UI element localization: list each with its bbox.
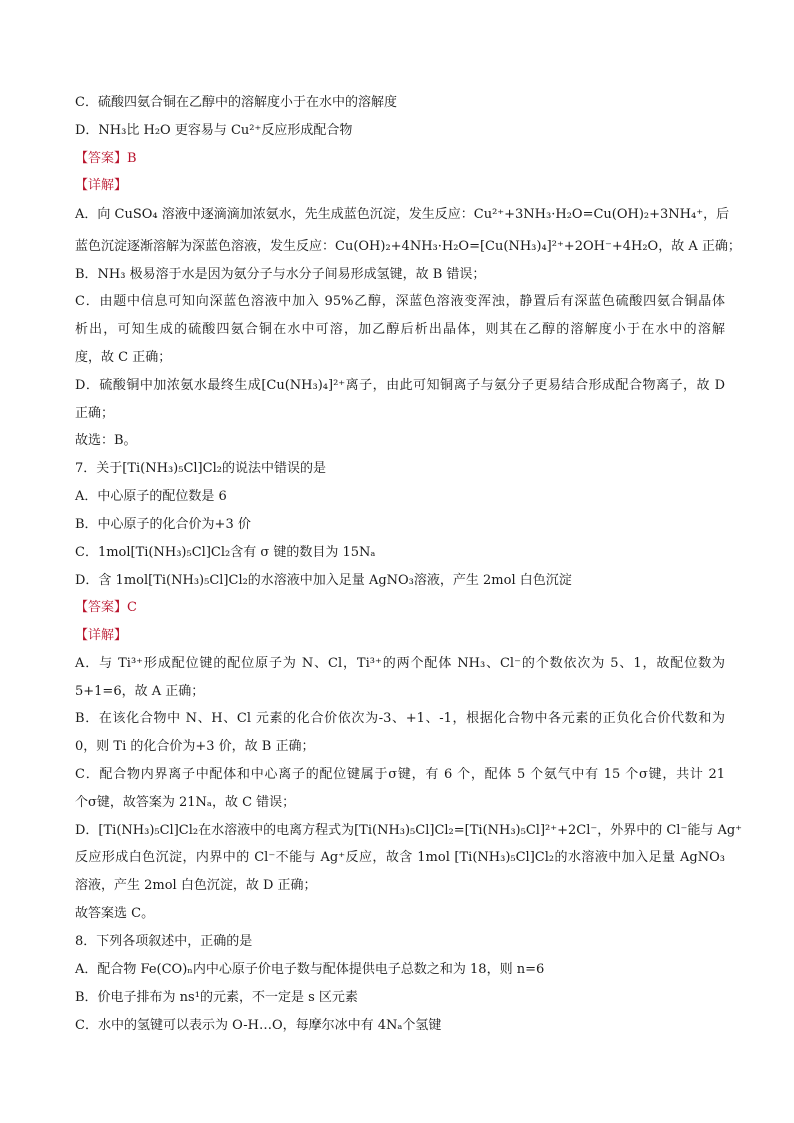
text-line-l20: 【详解】 <box>75 628 128 643</box>
text-line-l17: C．1mol[Ti(NH₃)₅Cl]Cl₂含有 σ 键的数目为 15Nₐ <box>75 545 376 560</box>
text-line-l21: A．与 Ti³⁺形成配位键的配位原子为 N、Cl，Ti³⁺的两个配体 NH₃、Cl⁻的个数依次为 5、1，故配位数为 <box>75 656 725 671</box>
text-line-l34: C．水中的氢键可以表示为 O-H…O，每摩尔冰中有 4Nₐ个氢键 <box>75 1018 442 1033</box>
text-line-l27: D．[Ti(NH₃)₅Cl]Cl₂在水溶液中的电离方程式为[Ti(NH₃)₅Cl]Cl₂=[Ti(NH₃)₅Cl]²⁺+2Cl⁻，外界中的 Cl⁻能与 Ag⁺ <box>75 823 743 838</box>
text-line-l08: C．由题中信息可知向深蓝色溶液中加入 95%乙醇，深蓝色溶液变浑浊，静置后有深蓝色硫酸四氨合铜晶体 <box>75 294 725 309</box>
text-line-l22: 5+1=6，故 A 正确； <box>75 684 205 699</box>
text-line-l15: A．中心原子的配位数是 6 <box>75 489 227 504</box>
text-line-l19: 【答案】C <box>75 600 137 615</box>
text-line-l28: 反应形成白色沉淀，内界中的 Cl⁻不能与 Ag⁺反应，故含 1mol [Ti(NH₃)₅Cl]Cl₂的水溶液中加入足量 AgNO₃ <box>75 850 725 865</box>
text-line-l18: D．含 1mol[Ti(NH₃)₅Cl]Cl₂的水溶液中加入足量 AgNO₃溶液，产生 2mol 白色沉淀 <box>75 573 572 588</box>
text-line-l26: 个σ键，故答案为 21Nₐ，故 C 错误； <box>75 795 296 810</box>
text-line-l23: B．在该化合物中 N、H、Cl 元素的化合价依次为-3、+1、-1，根据化合物中各元素的正负化合价代数和为 <box>75 711 725 726</box>
text-line-l05: A．向 CuSO₄ 溶液中逐滴滴加浓氨水，先生成蓝色沉淀，发生反应：Cu²⁺+3NH₃·H₂O=Cu(OH)₂+3NH₄⁺，后 <box>75 207 730 222</box>
text-line-l32: A．配合物 Fe(CO)ₙ内中心原子价电子数与配体提供电子总数之和为 18，则 n=6 <box>75 962 545 977</box>
text-line-l14: 7．关于[Ti(NH₃)₅Cl]Cl₂的说法中错误的是 <box>75 461 326 476</box>
text-line-l25: C．配合物内界离子中配体和中心离子的配位键属于σ键，有 6 个，配体 5 个氨气中有 15 个σ键，共计 21 <box>75 767 725 782</box>
text-line-l16: B．中心原子的化合价为+3 价 <box>75 517 251 532</box>
text-line-l02: D．NH₃比 H₂O 更容易与 Cu²⁺反应形成配合物 <box>75 123 353 138</box>
text-line-l07: B．NH₃ 极易溶于水是因为氨分子与水分子间易形成氢键，故 B 错误； <box>75 267 486 282</box>
text-line-l04: 【详解】 <box>75 178 128 193</box>
text-line-l33: B．价电子排布为 ns¹的元素，不一定是 s 区元素 <box>75 990 358 1005</box>
text-line-l31: 8．下列各项叙述中，正确的是 <box>75 934 253 949</box>
text-line-l03: 【答案】B <box>75 151 137 166</box>
text-line-l06: 蓝色沉淀逐渐溶解为深蓝色溶液，发生反应：Cu(OH)₂+4NH₃·H₂O=[Cu(NH₃)₄]²⁺+2OH⁻+4H₂O，故 A 正确； <box>75 239 741 254</box>
text-line-l01: C．硫酸四氨合铜在乙醇中的溶解度小于在水中的溶解度 <box>75 95 397 110</box>
text-line-l24: 0，则 Ti 的化合价为+3 价，故 B 正确； <box>75 739 315 754</box>
text-line-l12: 正确； <box>75 406 115 421</box>
text-line-l09: 析出，可知生成的硫酸四氨合铜在水中可溶，加乙醇后析出晶体，则其在乙醇的溶解度小于在水中的溶解 <box>75 322 725 337</box>
text-line-l30: 故答案选 C。 <box>75 906 155 921</box>
text-line-l11: D．硫酸铜中加浓氨水最终生成[Cu(NH₃)₄]²⁺离子，由此可知铜离子与氨分子更易结合形成配合物离子，故 D <box>75 378 725 393</box>
text-line-l10: 度，故 C 正确； <box>75 350 172 365</box>
text-line-l29: 溶液，产生 2mol 白色沉淀，故 D 正确； <box>75 878 317 893</box>
text-line-l13: 故选：B。 <box>75 433 137 448</box>
